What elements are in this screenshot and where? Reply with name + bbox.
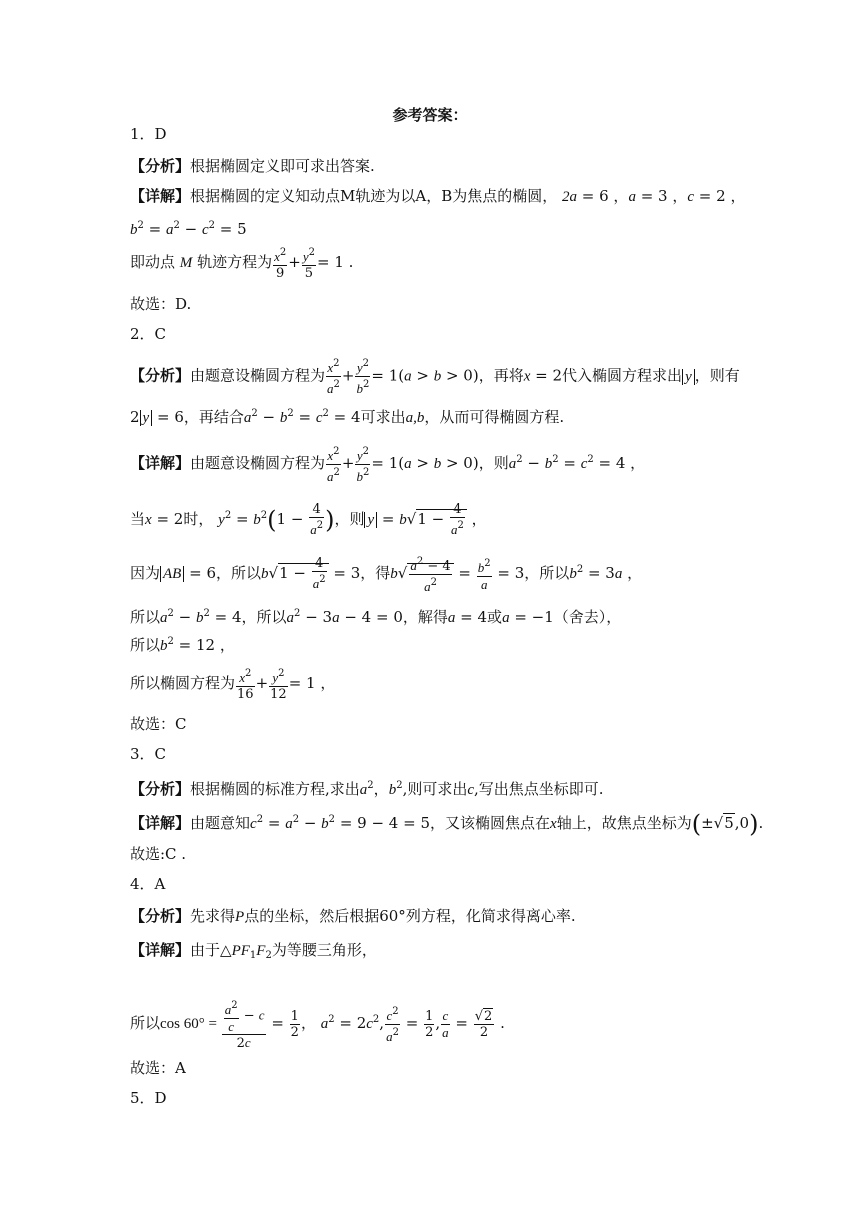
q2-analysis: 【分析】由题意设椭圆方程为 $\frac{x^2}{a^2}$ + $\frac{y^2}{b^2}$ = 1(a > b > 0)，再将x = 2代入椭圆方程求出 y ，则有 <box>130 358 740 396</box>
q4-answer: 4．A <box>130 875 166 893</box>
q3-conclusion: 故选:C . <box>130 845 187 863</box>
q1-answer: 1．D <box>130 125 167 143</box>
q1-locus: 即动点 M 轨迹方程为 $\frac{x^2}{9}$ + $\frac{y^2}{5}$ = 1 . <box>130 247 354 281</box>
q1-conclusion: 故选：D. <box>130 295 192 313</box>
q2-solve: 所以$a^2 - b^2 = 4$，所以$a^2 - 3a - 4 = 0$，解得a = 4或a = −1（舍去）， <box>130 608 622 626</box>
q4-detail: 【详解】由于$\triangle PF_1F_2$为等腰三角形， <box>130 941 377 961</box>
q4-conclusion: 故选：A <box>130 1059 186 1077</box>
q2-because: 因为 AB = 6，所以b√1 − $\frac{4}{a^2}$ = 3，得b√ $\frac{a^2 - 4}{a^2}$ = $\frac{b^2}{a}$ = 3，所以$b^2 = 3a$ ， <box>130 555 643 594</box>
q2-analysis-cont: 2 y = 6，再结合$a^2 - b^2 = c^2 = 4$可求出a,b，从而可得椭圆方程. <box>130 408 565 426</box>
q3-detail: 【详解】由题意知$c^2 = a^2 - b^2 = 9 - 4 = 5$，又该椭圆焦点在x轴上，故焦点坐标为(±√5,0). <box>130 810 764 838</box>
q1-detail: 【详解】根据椭圆的定义知动点M轨迹为以A，B为焦点的椭圆， 2a = 6 ，a = 3 ，c = 2 ， <box>130 187 746 205</box>
q2-b-value: 所以$b^2 = 12$ ， <box>130 636 235 654</box>
q4-analysis: 【分析】先求得P点的坐标，然后根据60°列方程，化简求得离心率. <box>130 907 576 925</box>
q4-equation: 所以cos 60° = $\frac{a^2}{c}$ − c 2c = $\frac{1}{2}$ ， $a^2 = 2c^2$, $\frac{c^2}{a^2}$ = $\frac{1}{2}$ , $\frac{c}{a}$ = $\frac{√2}{2}$ . <box>130 999 505 1051</box>
q2-when: 当x = 2时， $y^2 = b^2(1$ − $\frac{4}{a^2}$ )，则 y = b√1 − $\frac{4}{a^2}$ ， <box>130 502 487 537</box>
page-title: 参考答案： <box>392 106 468 124</box>
q2-answer: 2．C <box>130 325 167 343</box>
q2-result: 所以椭圆方程为 $\frac{x^2}{16}$ + $\frac{y^2}{12}$ = 1 ， <box>130 668 336 702</box>
q3-answer: 3．C <box>130 745 167 763</box>
q1-analysis: 【分析】根据椭圆定义即可求出答案. <box>130 157 375 175</box>
q1-equation-b: $b^2 = a^2 - c^2 = 5$ <box>130 220 247 238</box>
q2-conclusion: 故选：C <box>130 715 187 733</box>
q2-detail: 【详解】由题意设椭圆方程为 $\frac{x^2}{a^2}$ + $\frac{y^2}{b^2}$ = 1(a > b > 0)，则$a^2 - b^2 = c^2 = 4$ ， <box>130 445 646 484</box>
q5-answer: 5．D <box>130 1089 167 1107</box>
q3-analysis: 【分析】根据椭圆的标准方程,求出$a^2$，$b^2$,则可求出c,写出焦点坐标即可. <box>130 780 604 798</box>
